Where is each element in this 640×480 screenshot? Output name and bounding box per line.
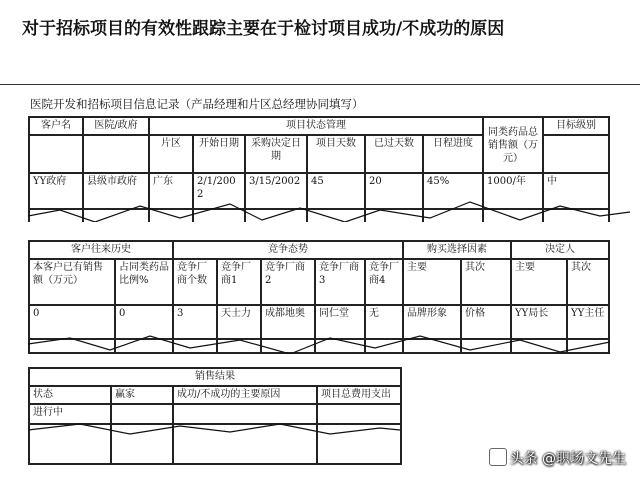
- title-divider: [0, 84, 640, 85]
- cell-competitor-4: 无: [365, 305, 403, 339]
- cell-similar-sales: 1000/年: [483, 173, 543, 209]
- header-status: 状态: [29, 386, 111, 404]
- cell-decider-main: YY局长: [511, 305, 567, 339]
- header-competitor-count: 竞争厂商个数: [173, 259, 217, 305]
- toutiao-logo-icon: [489, 448, 507, 466]
- torn-edge-divider: [0, 420, 420, 440]
- header-target-blank: [543, 135, 609, 173]
- header-purchase-date: 采购决定日期: [245, 135, 307, 173]
- header-customer-blank: [29, 135, 83, 173]
- header-elapsed-days: 已过天数: [365, 135, 423, 173]
- cell-decider-secondary: YY主任: [567, 305, 609, 339]
- header-factor-secondary: 其次: [461, 259, 511, 305]
- header-competitor-3: 竞争厂商3: [315, 259, 365, 305]
- group-decision-maker: 决定人: [511, 241, 609, 259]
- cell-competitor-3: 同仁堂: [315, 305, 365, 339]
- header-hospital: 医院/政府: [83, 117, 149, 135]
- header-competitor-2: 竞争厂商2: [261, 259, 315, 305]
- cell-our-sales: 0: [29, 305, 115, 339]
- watermark-text: 头条 @职场文先生: [509, 451, 626, 467]
- header-target-level: 目标级别: [543, 117, 609, 135]
- cell-status: 进行中: [29, 404, 111, 424]
- header-decider-main: 主要: [511, 259, 567, 305]
- header-hospital-blank: [83, 135, 149, 173]
- header-start-date: 开始日期: [193, 135, 245, 173]
- sales-result-title: 销售结果: [29, 368, 401, 386]
- cell-project-days: 45: [307, 173, 365, 209]
- group-history: 客户往来历史: [29, 241, 173, 259]
- cell-factor-secondary: 价格: [461, 305, 511, 339]
- header-share: 占同类药品比例%: [115, 259, 173, 305]
- cell-competitor-count: 3: [173, 305, 217, 339]
- cell-hospital: 县级市政府: [83, 173, 149, 209]
- torn-edge-divider: [0, 196, 640, 236]
- group-buying-factors: 购买选择因素: [403, 241, 511, 259]
- cell-customer: YY政府: [29, 173, 83, 209]
- cell-target-level: 中: [543, 173, 609, 209]
- header-decider-secondary: 其次: [567, 259, 609, 305]
- header-our-sales: 本客户已有销售额（万元）: [29, 259, 115, 305]
- cell-purchase-date: 3/15/2002: [245, 173, 307, 209]
- cell-share: 0: [115, 305, 173, 339]
- cell-competitor-1: 天士力: [217, 305, 261, 339]
- header-competitor-4: 竞争厂商4: [365, 259, 403, 305]
- cell-schedule: 45%: [423, 173, 483, 209]
- form-title: 医院开发和招标项目信息记录（产品经理和片区总经理协同填写）: [30, 97, 364, 111]
- cell-competitor-2: 成都地奥: [261, 305, 315, 339]
- header-project-days: 项目天数: [307, 135, 365, 173]
- header-similar-sales: 同类药品总销售额（万元）: [483, 117, 543, 173]
- header-region: 片区: [149, 135, 193, 173]
- sales-result-table: [28, 367, 402, 465]
- header-factor-main: 主要: [403, 259, 461, 305]
- header-winner: 赢家: [111, 386, 173, 404]
- header-cost: 项目总费用支出: [317, 386, 401, 404]
- cell-elapsed-days: 20: [365, 173, 423, 209]
- torn-edge-divider: [0, 330, 640, 364]
- header-competitor-1: 竞争厂商1: [217, 259, 261, 305]
- cell-factor-main: 品牌形象: [403, 305, 461, 339]
- page-title: 对于招标项目的有效性跟踪主要在于检讨项目成功/不成功的原因: [22, 19, 505, 39]
- header-reason: 成功/不成功的主要原因: [173, 386, 317, 404]
- cell-start-date: 2/1/2002: [193, 173, 245, 209]
- watermark: [489, 448, 626, 468]
- header-project-status: 项目状态管理: [149, 117, 483, 135]
- group-competition: 竞争态势: [173, 241, 403, 259]
- header-customer: 客户名: [29, 117, 83, 135]
- header-schedule: 日程进度: [423, 135, 483, 173]
- cell-region: 广东: [149, 173, 193, 209]
